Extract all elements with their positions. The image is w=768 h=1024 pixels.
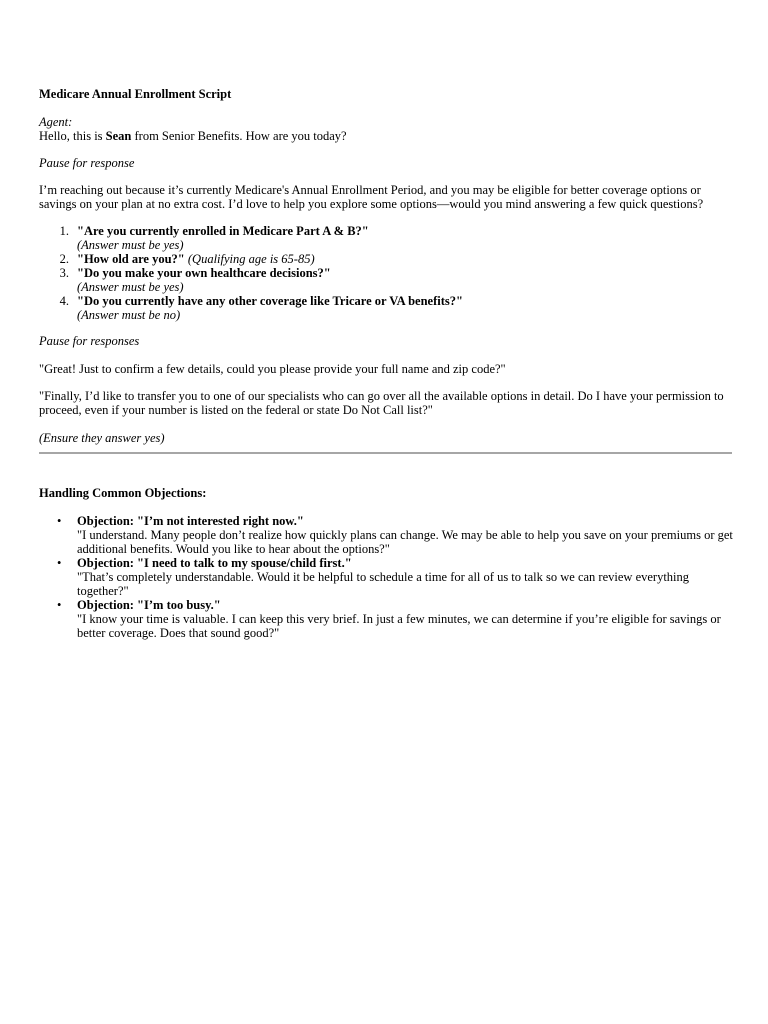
agent-intro [39, 115, 734, 143]
qualifying-questions-list [39, 224, 734, 322]
question-number: 4. [59, 294, 69, 308]
objection-response: "I understand. Many people don’t realize how quickly plans can change. We may be able to help you save on your premiums or get additional benefits. Would you like to hear about the options?" [77, 528, 733, 556]
question-item [39, 252, 734, 266]
question-item [39, 294, 734, 322]
objection-item [39, 598, 734, 640]
question-number: 2. [59, 252, 69, 266]
objection-title: Objection: "I’m too busy." [77, 598, 221, 612]
question-inline-note: (Qualifying age is 65-85) [187, 252, 315, 266]
pause-instruction: Pause for response [39, 156, 135, 170]
greeting-post: from Senior Benefits. How are you today? [131, 129, 347, 143]
pause-instruction-2: Pause for responses [39, 334, 140, 348]
question-note: (Answer must be yes) [77, 280, 184, 294]
objection-item [39, 556, 734, 598]
question-text: "How old are you?" [77, 252, 185, 266]
question-note: (Answer must be no) [77, 308, 181, 322]
question-text: "Are you currently enrolled in Medicare Part A & B?" [77, 224, 369, 238]
objection-title: Objection: "I’m not interested right now." [77, 514, 304, 528]
agent-label: Agent: [39, 115, 73, 129]
transfer-paragraph: "Finally, I’d like to transfer you to one of our specialists who can go over all the available options in detail. Do I have your permission to proceed, even if your number is listed on the federal or state Do Not Call list?" [39, 389, 724, 417]
question-item [39, 266, 734, 294]
objection-response: "I know your time is valuable. I can keep this very brief. In just a few minutes, we can determine if you’re eligible for savings or better coverage. Does that sound good?" [77, 612, 721, 640]
bullet-icon: • [57, 556, 62, 570]
agent-name: Sean [105, 129, 132, 143]
objection-title: Objection: "I need to talk to my spouse/child first." [77, 556, 352, 570]
document-title: Medicare Annual Enrollment Script [39, 87, 232, 101]
objections-list [39, 514, 734, 640]
question-text: "Do you make your own healthcare decisions?" [77, 266, 331, 280]
confirm-paragraph: "Great! Just to confirm a few details, could you please provide your full name and zip code?" [39, 362, 506, 376]
question-note: (Answer must be yes) [77, 238, 184, 252]
bullet-icon: • [57, 514, 62, 528]
greeting-pre: Hello, this is [39, 129, 106, 143]
ensure-instruction: (Ensure they answer yes) [39, 431, 165, 445]
objection-item [39, 514, 734, 556]
bullet-icon: • [57, 598, 62, 612]
question-number: 3. [59, 266, 69, 280]
question-number: 1. [59, 224, 69, 238]
question-text: "Do you currently have any other coverage like Tricare or VA benefits?" [77, 294, 463, 308]
objection-response: "That’s completely understandable. Would it be helpful to schedule a time for all of us to talk so we can review everything together?" [77, 570, 690, 598]
question-item [39, 224, 734, 252]
intro-paragraph: I’m reaching out because it’s currently Medicare's Annual Enrollment Period, and you may be eligible for better coverage options or savings on your plan at no extra cost. I’d love to help you explore some options—would you mind answering a few quick questions? [39, 183, 704, 211]
section-divider [39, 452, 732, 454]
objections-heading: Handling Common Objections: [39, 486, 207, 500]
